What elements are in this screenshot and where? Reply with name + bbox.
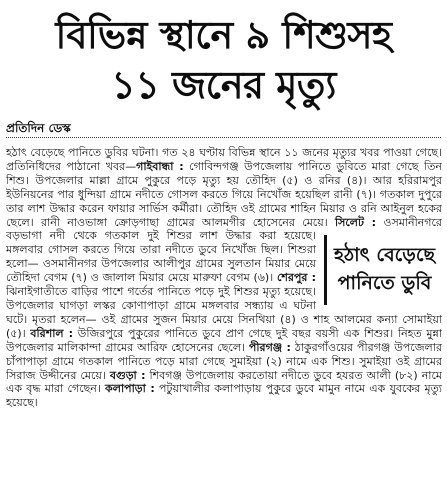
article-text: গোবিন্দগঞ্জ উপজেলায় পানিতে ডুবিতে মারা গেছে তিন শিশু। উপজেলার মাল্লা গ্রামে পুকুরে পড়ে মৃত্যু হয় তৌহিদ (৫) ও রনির (৪)। আর হরিরামপুর ইউনিয়নের পার ধুন্দিয়া গ্রামে নদীতে গোসল করতে গিয়ে নিখোঁজ হয়েছিল রানী (৭)। গতকাল দুপুরে তার লাশ উদ্ধার করেন ফায়ার সার্ভিস কর্মীরা। তৌহিদ ওই গ্রামের শাহিন মিয়ার ও রনি আইনুল হকের ছেলে। রানী নাওভাঙ্গা ক্রোড়গাছা গ্রামের আলমগীর হোসেনের মেয়ে। — [6, 159, 442, 229]
place-name-sylhet: সিলেট : — [334, 215, 377, 229]
place-name-kalapara: কলাপাড়া : — [105, 382, 155, 396]
article-text: ঠাকুরগাঁওয়ের পীরগঞ্জ উপজেলার চাঁপাপাড়া গ্রামে গতকাল পানিতে পড়ে মারা গেছে সুমাইয়া (২) নামে এক শিশু। সুমাইয়া ওই গ্রামের সিরাজ উদ্দীনের মেয়ে। — [6, 340, 442, 382]
cropped-top-strip — [0, 0, 447, 8]
place-name-bogura: বগুড়া : — [109, 368, 146, 382]
article-text: ওসমানীনগরে বড়ভাগা নদী থেকে গতকাল দুই শিশুর লাশ উদ্ধার করা হয়েছে। মঙ্গলবার গোসল করতে গিয়ে তারা নদীতে ডুবে নিখোঁজ ছিল। শিশুরা হলো— ওসমানীনগর উপজেলার আলীপুর গ্রামের সুলতান মিয়ার মেয়ে তৌহিদা বেগম (৭) ও জালাল মিয়ার মেয়ে মারুফা বেগম (৬)। — [6, 215, 442, 285]
article-body — [6, 146, 442, 496]
place-name-gaibandha: গাইবান্ধা : — [136, 159, 184, 173]
headline-line-2: ১১ জনের মৃত্যু — [111, 63, 336, 107]
article-text: হঠাৎ বেড়েছে পানিতে ডুবির ঘটনা। গত ২৪ ঘণ্টায় বিভিন্ন স্থানে ১১ জনের মৃত্যুর খবর পাওয়া গেছে। প্রতিনিধিদের পাঠানো খবর— — [6, 146, 442, 173]
place-name-pirganj: পীরগঞ্জ : — [248, 340, 291, 354]
place-name-sherpur: শেরপুর : — [276, 271, 316, 285]
article-text: শিবগঞ্জ উপজেলায় করতোয়া নদীতে ডুবে হযরত আলী (৮২) নামে এক বৃদ্ধ মারা গেছেন। — [6, 368, 442, 396]
byline-divider — [6, 137, 441, 138]
byline: প্রতিদিন ডেস্ক — [6, 121, 71, 135]
pull-quote-line-2: পানিতে ডুবি — [337, 272, 432, 295]
article-text: পটুয়াখালীর কলাপাড়ায় পুকুরে ডুবে মামুন নামে এক যুবকের মৃত্যু হয়েছে। — [6, 382, 442, 410]
pull-quote-box — [324, 235, 442, 305]
article-text: উজিরপুরে পুকুরের পানিতে ডুবে প্রাণ গেছে দুই বছর বয়সী এক শিশুর। নিহত মুন্না উপজেলার মালিকান্দা গ্রামের আরিফ হোসেনের ছেলে। — [6, 326, 442, 354]
article-text: ঝিনাইগাতীতে বাড়ির পাশে গর্তের পানিতে পড়ে দুই শিশুর মৃত্যু হয়েছে। উপজেলার ঘাগড়া লস্কর কোণাপাড়া গ্রামে মঙ্গলবার সন্ধ্যায় এ ঘটনা ঘটে। মৃতরা হলেন— ওই গ্রামের সুজন মিয়ার মেয়ে সিনথিয়া (৪) ও শাহ আলমের কন্যা সোমাইয়া (৫)। — [6, 285, 442, 340]
place-name-barishal: বরিশাল : — [30, 326, 74, 340]
headline-line-1: বিভিন্ন স্থানে ৯ শিশুসহ — [55, 13, 392, 57]
pull-quote-line-1: হঠাৎ বেড়েছে — [333, 244, 436, 267]
